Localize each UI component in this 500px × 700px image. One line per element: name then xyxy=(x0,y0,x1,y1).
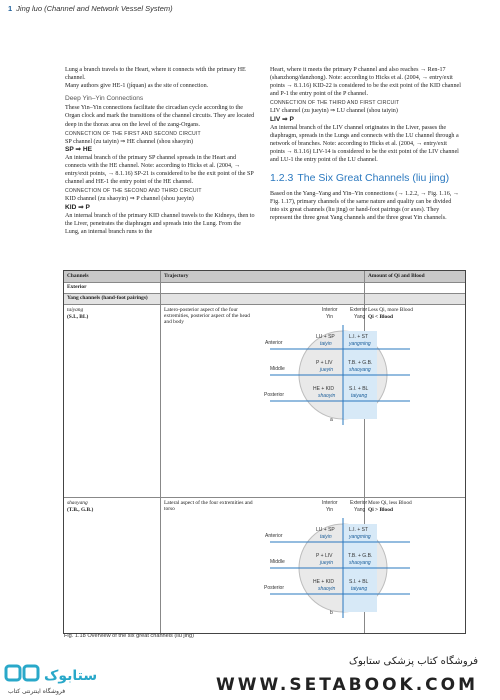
amount-formula: Qi > Blood xyxy=(368,507,393,513)
diagram-row-middle: Middle xyxy=(270,366,285,372)
channel-abbr: (S.I., BL) xyxy=(67,314,89,320)
amount-text: More Qi, less Blood xyxy=(368,500,412,506)
logo-subtitle: فروشگاه اینترنتی کتاب xyxy=(8,688,66,695)
channel-abbr: (T.B., G.B.) xyxy=(67,507,94,513)
diagram-col-exterior: Exterior xyxy=(350,307,368,313)
diagram-col-interior: Interior xyxy=(322,307,338,313)
yang-pair: T.B. + G.B. xyxy=(348,553,373,559)
diagram-row-posterior: Posterior xyxy=(264,392,285,398)
col-header-amount: Amount of Qi and Blood xyxy=(368,273,425,279)
yang-name: shaoyang xyxy=(349,367,371,373)
yin-pair: LU + SP xyxy=(316,334,335,340)
six-channels-table xyxy=(63,270,466,634)
subheading: Deep Yin–Yin Connections xyxy=(65,95,144,103)
logo-text: ستابوک xyxy=(44,668,98,684)
diagram-row-posterior: Posterior xyxy=(264,585,285,591)
section-heading xyxy=(270,172,462,184)
table-row xyxy=(64,498,465,632)
yin-pair: HE + KID xyxy=(313,386,334,392)
amount-formula: Qi < Blood xyxy=(368,314,393,320)
store-url[interactable]: WWW.SETABOOK.COM xyxy=(216,675,478,695)
table-header-row xyxy=(64,271,465,282)
yin-pair: P + LIV xyxy=(316,360,333,366)
yang-name: taiyang xyxy=(351,586,368,592)
small-caps-heading: CONNECTION OF THE FIRST AND SECOND CIRCUIT xyxy=(65,130,201,137)
yin-name: taiyin xyxy=(320,341,332,347)
channel-name: shaoyang xyxy=(67,500,88,506)
section-title: The Six Great Channels (liu jing) xyxy=(297,172,450,185)
yang-pair: L.I. + ST xyxy=(349,527,369,533)
running-title: Jing luo (Channel and Network Vessel System) xyxy=(16,4,173,13)
paragraph: Heart, where it meets the primary P channel and also reaches → Ren-17 (shanzhong/danzhong). Note: according to Hicks et al. (2004, → entry/exit points → 8.1.16) KID-22 is considered to be the exit point of the KID channel and P-1 the entry point of the P channel. xyxy=(270,67,461,98)
yin-name: jueyin xyxy=(320,367,334,373)
yang-name: taiyang xyxy=(351,393,368,399)
yang-name: shaoyang xyxy=(349,560,371,566)
small-caps-heading: CONNECTION OF THE SECOND AND THIRD CIRCUIT xyxy=(65,188,202,195)
col-header-channels: Channels xyxy=(67,273,89,279)
connection-line: KID channel (zu shaoyin) ⇒ P channel (shou jueyin) xyxy=(65,196,194,203)
channel-diagram-a xyxy=(260,307,410,427)
section-number: 1.2.3 xyxy=(270,172,294,185)
small-caps-heading: CONNECTION OF THE THIRD AND FIRST CIRCUIT xyxy=(270,100,400,107)
store-name: فروشگاه کتاب پزشکی ستابوک xyxy=(349,656,478,667)
yang-pair: L.I. + ST xyxy=(349,334,369,340)
diagram-row-middle: Middle xyxy=(270,559,285,565)
col-header-trajectory: Trajectory xyxy=(164,273,189,279)
paragraph: Many authors give HE-1 (jíquan) as the site of connection. xyxy=(65,83,209,90)
diagram-col-exterior: Exterior xyxy=(350,500,368,506)
connection-line: SP channel (zu taiyin) ⇒ HE channel (shou shaoyin) xyxy=(65,138,194,145)
page-number: 1 xyxy=(8,4,13,13)
connection-line: LIV channel (zu jueyin) ⇒ LU channel (shou taiyin) xyxy=(270,108,398,115)
yang-name: yangming xyxy=(349,534,371,540)
diagram-row-anterior: Anterior xyxy=(265,533,283,539)
trajectory-text: Lateral aspect of the four extremities and torso xyxy=(164,500,253,512)
yin-pair: P + LIV xyxy=(316,553,333,559)
figure-caption: Fig. 1.18 Overview of the six great channels (liu jing) xyxy=(64,633,194,639)
amount-text: Less Qi, more Blood xyxy=(368,307,413,313)
diagram-col-yang: Yang xyxy=(354,314,366,320)
channel-diagram-b xyxy=(260,500,410,620)
yang-pair: S.I. + BL xyxy=(349,579,369,585)
channel-name: taiyang xyxy=(67,307,84,313)
paragraph: An internal branch of the LIV channel originates in the Liver, passes the diaphragm, spreads in the Lungs and connects with the LU channel through a network of branches. Note: according to Hicks et al. (2004, → entry/exit points → 8.1.16) LIV-14 is considered to be the exit point of the LIV channel and LU-1 the entry point of the LU channel. xyxy=(270,124,459,164)
figure-letter: a xyxy=(330,417,333,423)
connection-formula: SP ⇒ HE xyxy=(65,145,93,153)
connection-formula: KID ⇒ P xyxy=(65,203,90,211)
connection-formula: LIV ⇒ P xyxy=(270,115,294,123)
paragraph: Lung a branch travels to the Heart, where it connects with the primary HE channel. xyxy=(65,67,246,82)
yang-pair: T.B. + G.B. xyxy=(348,360,373,366)
paragraph: An internal branch of the primary SP channel spreads in the Heart and connects with the HE channel. Note: according to Hicks et al. (2004, → entry/exit points, → 8.1.16) SP-21 is considered to be the exit point of the SP channel and HE-1 the entry point of the HE channel. xyxy=(65,154,254,186)
logo-icon xyxy=(6,660,98,688)
diagram-col-interior: Interior xyxy=(322,500,338,506)
paragraph: These Yin–Yin connections facilitate the circadian cycle according to the Organ clock and mark the transitions of the channel circuits. They are located deep in the thorax area on the level of the zang-Organs. xyxy=(65,105,255,128)
yang-group-row xyxy=(64,294,465,304)
yin-name: shaoyin xyxy=(318,586,336,592)
yang-group-label: Yang channels (hand-foot pairings) xyxy=(67,295,148,301)
left-column xyxy=(65,66,255,236)
diagram-col-yin: Yin xyxy=(326,314,334,320)
right-column xyxy=(270,66,462,223)
diagram-row-anterior: Anterior xyxy=(265,340,283,346)
running-header xyxy=(8,4,173,13)
exterior-label: Exterior xyxy=(67,284,87,290)
yang-pair: S.I. + BL xyxy=(349,386,369,392)
trajectory-text: Latero-posterior aspect of the four extremities, posterior aspect of the head and body xyxy=(164,307,250,325)
yin-pair: HE + KID xyxy=(313,579,334,585)
yin-pair: LU + SP xyxy=(316,527,335,533)
diagram-col-yin: Yin xyxy=(326,507,334,513)
diagram-col-yang: Yang xyxy=(354,507,366,513)
table-row xyxy=(64,305,465,430)
yin-name: shaoyin xyxy=(318,393,336,399)
yin-name: taiyin xyxy=(320,534,332,540)
paragraph: Based on the Yang–Yang and Yin–Yin connections (→ 1.2.2, → Fig. 1.16, → Fig. 1.17), primary channels of the same nature and quality can be divided into six great channels (liu jing) or hand-foot pairings (or axes). They represent the three great Yang channels and the three great Yin channels. xyxy=(270,191,459,222)
yin-name: jueyin xyxy=(320,560,334,566)
yang-name: yangming xyxy=(349,341,371,347)
exterior-row xyxy=(64,283,465,293)
paragraph: An internal branch of the primary KID channel travels to the Kidneys, then to the Liver, penetrates the diaphragm and spreads into the Lung. From the Lung, an internal branch runs to the xyxy=(65,212,255,235)
figure-letter: b xyxy=(330,610,333,616)
